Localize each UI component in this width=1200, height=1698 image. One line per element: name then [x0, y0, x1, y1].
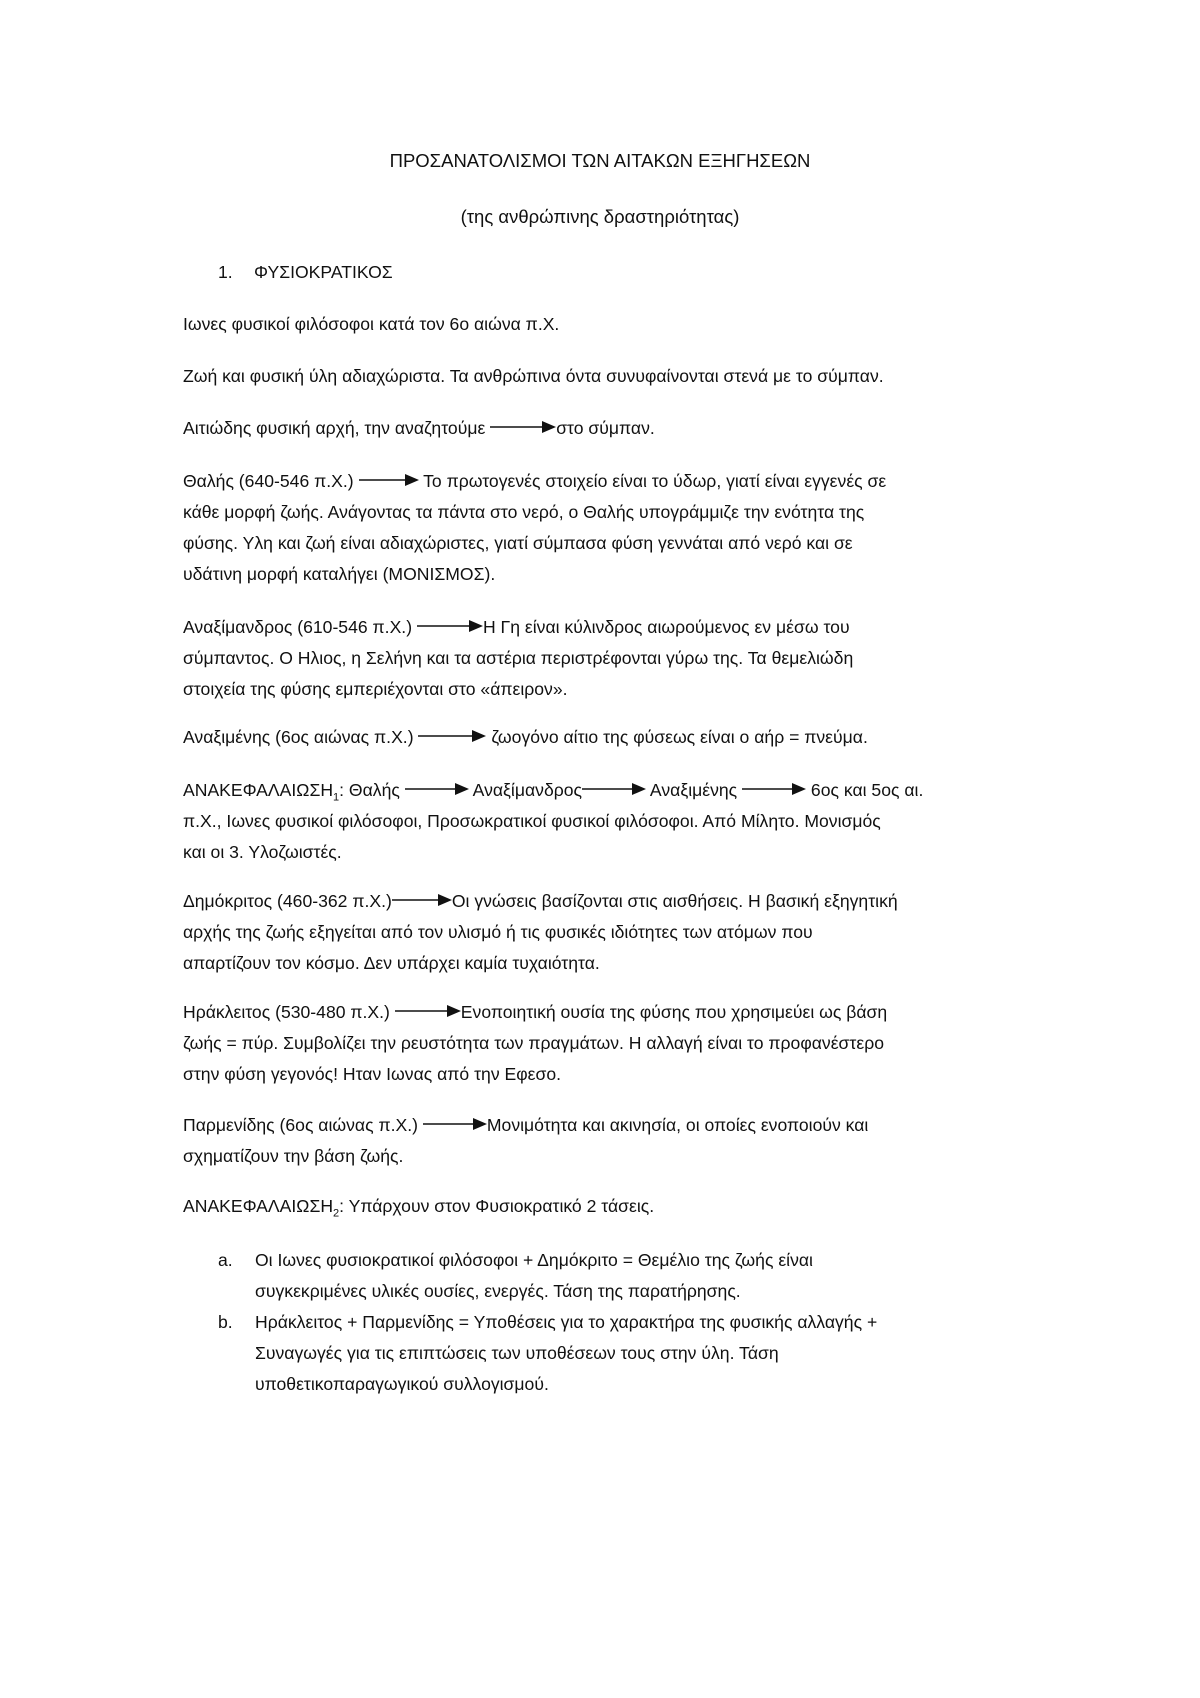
right-arrow-icon — [395, 1004, 461, 1018]
text-line: αρχής της ζωής εξηγείται από τον υλισμό ή τις φυσικές ιδιότητες των ατόμων που — [183, 922, 813, 942]
text-line: συγκεκριμένες υλικές ουσίες, ενεργές. Τάση της παρατήρησης. — [255, 1281, 741, 1301]
text-span: : Θαλής — [339, 780, 405, 800]
list-marker: a. — [218, 1250, 233, 1270]
text-span: Ηράκλειτος (530-480 π.Χ.) — [183, 1002, 395, 1022]
summary-index: 2 — [333, 1207, 340, 1220]
text-line: Ηράκλειτος + Παρμενίδης = Υποθέσεις για το χαρακτήρα της φυσικής αλλαγής + — [255, 1312, 878, 1332]
text-line: στοιχεία της φύσης εμπεριέχονται στο «άπειρον». — [183, 679, 568, 699]
text-line: Ζωή και φυσική ύλη αδιαχώριστα. Τα ανθρώπινα όντα συνυφαίνονται στενά με το σύμπαν. — [183, 366, 884, 386]
text-line — [183, 471, 886, 492]
text-span: Ενοποιητική ουσία της φύσης που χρησιμεύει ως βάση — [460, 1002, 888, 1022]
text-span: Μονιμότητα και ακινησία, οι οποίες ενοποιούν και — [486, 1115, 869, 1135]
right-arrow-icon — [405, 782, 469, 796]
text-line: κάθε μορφή ζωής. Ανάγοντας τα πάντα στο νερό, ο Θαλής υπογράμμιζε την ενότητα της — [183, 502, 865, 522]
text-span: Αναξιμένης (6ος αιώνας π.Χ.) — [183, 727, 419, 747]
text-line: υποθετικοπαραγωγικού συλλογισμού. — [255, 1374, 549, 1394]
summary-label: ΑΝΑΚΕΦΑΛΑΙΩΣΗ — [183, 1196, 334, 1216]
right-arrow-icon — [418, 729, 486, 743]
text-span: Δημόκριτος (460-362 π.Χ.) — [183, 891, 392, 911]
text-span: Αναξίμανδρος (610-546 π.Χ.) — [183, 617, 417, 637]
right-arrow-icon — [417, 619, 483, 633]
text-line — [183, 780, 923, 804]
text-span: Αιτιώδης φυσική αρχή, την αναζητούμε — [183, 418, 491, 438]
text-line — [183, 617, 850, 638]
section-label: ΦΥΣΙΟΚΡΑΤΙΚΟΣ — [254, 262, 393, 282]
right-arrow-icon — [423, 1117, 487, 1131]
text-line: στην φύση γεγονός! Ηταν Ιωνας από την Εφεσο. — [183, 1064, 562, 1084]
text-span: Οι γνώσεις βασίζονται στις αισθήσεις. Η βασική εξηγητική — [451, 891, 898, 911]
text-span: 6ος και 5ος αι. — [806, 780, 924, 800]
document-subtitle: (της ανθρώπινης δραστηριότητας) — [460, 206, 740, 227]
text-line: σύμπαντος. Ο Ηλιος, η Σελήνη και τα αστέρια περιστρέφονται γύρω της. Τα θεμελιώδη — [183, 648, 854, 668]
text-line: σχηματίζουν την βάση ζωής. — [183, 1146, 404, 1166]
text-span: ζωογόνο αίτιο της φύσεως είναι ο αήρ = πνεύμα. — [486, 727, 868, 747]
text-line: π.Χ., Ιωνες φυσικοί φιλόσοφοι, Προσωκρατικοί φυσικοί φιλόσοφοι. Από Μίλητο. Μονισμός — [183, 811, 881, 831]
text-span: Η Γη είναι κύλινδρος αιωρούμενος εν μέσω του — [482, 617, 850, 637]
text-span: στο σύμπαν. — [556, 418, 655, 438]
text-line — [183, 418, 655, 439]
text-line — [183, 1115, 868, 1136]
summary-label: ΑΝΑΚΕΦΑΛΑΙΩΣΗ — [183, 780, 334, 800]
text-span: : Υπάρχουν στον Φυσιοκρατικό 2 τάσεις. — [339, 1196, 655, 1216]
right-arrow-icon — [490, 420, 556, 434]
text-line — [183, 891, 898, 912]
text-line: απαρτίζουν τον κόσμο. Δεν υπάρχει καμία τυχαιότητα. — [183, 953, 600, 973]
text-span: Θαλής (640-546 π.Χ.) — [183, 471, 359, 491]
text-span: Παρμενίδης (6ος αιώνας π.Χ.) — [183, 1115, 423, 1135]
summary-index: 1 — [333, 791, 340, 804]
list-marker: b. — [218, 1312, 233, 1332]
right-arrow-icon — [742, 782, 806, 796]
right-arrow-icon — [392, 893, 452, 907]
text-line: Οι Ιωνες φυσιοκρατικοί φιλόσοφοι + Δημόκριτο = Θεμέλιο της ζωής είναι — [255, 1250, 813, 1270]
document-title: ΠΡΟΣΑΝΑΤΟΛΙΣΜΟΙ ΤΩΝ ΑΙΤΑΚΩΝ ΕΞΗΓΗΣΕΩΝ — [389, 150, 811, 171]
section-number: 1. — [218, 262, 233, 282]
right-arrow-icon — [359, 473, 419, 487]
text-span: Αναξιμένης — [646, 780, 743, 800]
text-line — [183, 727, 868, 748]
text-line — [183, 1196, 654, 1220]
text-line — [183, 1002, 887, 1023]
text-line: φύσης. Υλη και ζωή είναι αδιαχώριστες, γιατί σύμπασα φύση γεννάται από νερό και σε — [183, 533, 853, 553]
text-span: Αναξίμανδρος — [468, 780, 583, 800]
right-arrow-icon — [582, 782, 646, 796]
text-line: και οι 3. Υλοζωιστές. — [183, 842, 342, 862]
text-span: Το πρωτογενές στοιχείο είναι το ύδωρ, γιατί είναι εγγενές σε — [418, 471, 887, 491]
text-line: ζωής = πύρ. Συμβολίζει την ρευστότητα των πραγμάτων. Η αλλαγή είναι το προφανέστερο — [183, 1033, 884, 1053]
text-line: υδάτινη μορφή καταλήγει (ΜΟΝΙΣΜΟΣ). — [183, 564, 496, 584]
text-line: Ιωνες φυσικοί φιλόσοφοι κατά τον 6ο αιώνα π.Χ. — [183, 314, 560, 334]
text-line: Συναγωγές για τις επιπτώσεις των υποθέσεων τους στην ύλη. Τάση — [255, 1343, 779, 1363]
